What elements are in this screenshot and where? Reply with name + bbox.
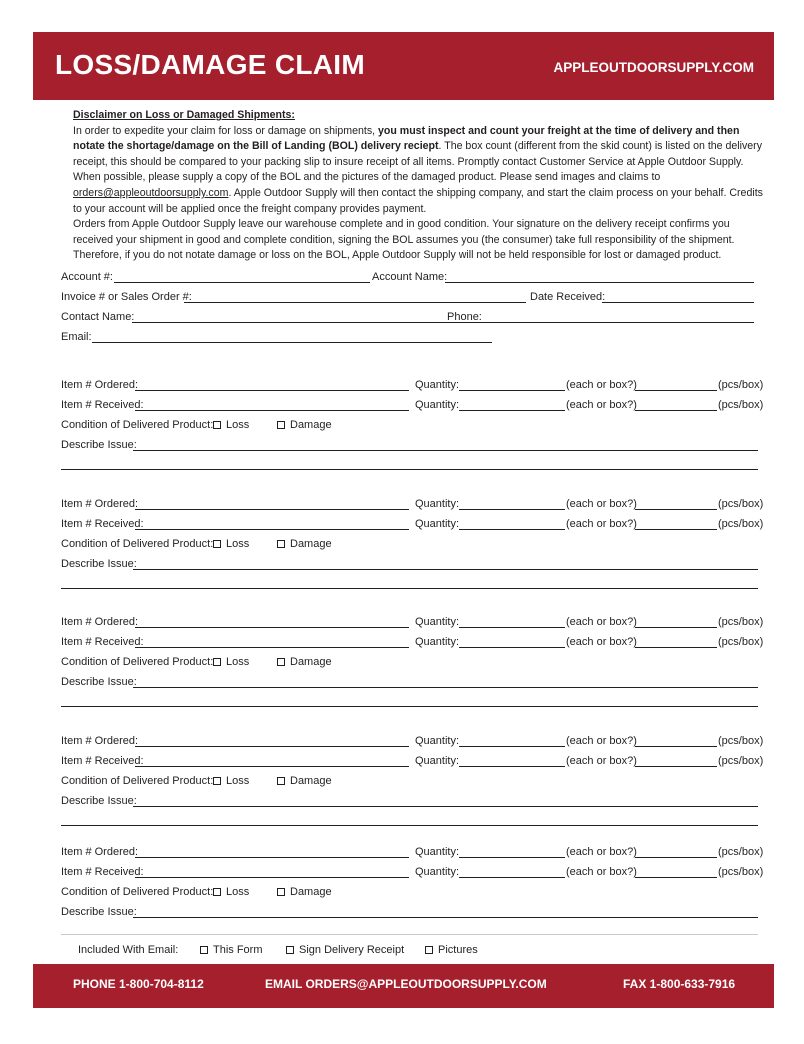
account-number-field[interactable] bbox=[114, 282, 370, 283]
describe-issue-field[interactable] bbox=[133, 687, 758, 688]
describe-issue-label: Describe Issue: bbox=[61, 906, 137, 918]
describe-issue-label: Describe Issue: bbox=[61, 795, 137, 807]
condition-label: Condition of Delivered Product: bbox=[61, 775, 214, 787]
account-name-label: Account Name: bbox=[372, 271, 448, 283]
item-ordered-label: Item # Ordered: bbox=[61, 616, 139, 628]
included-row bbox=[78, 942, 678, 958]
damage-option[interactable] bbox=[277, 773, 332, 789]
quantity-field[interactable] bbox=[459, 390, 565, 391]
item-received-field[interactable] bbox=[135, 529, 409, 530]
item-received-label: Item # Received: bbox=[61, 399, 144, 411]
item-ordered-label: Item # Ordered: bbox=[61, 379, 139, 391]
condition-row bbox=[61, 884, 461, 900]
loss-label: Loss bbox=[226, 419, 250, 431]
pcs-per-box-field[interactable] bbox=[635, 410, 717, 411]
item-row bbox=[61, 634, 764, 650]
pcs-per-box-field[interactable] bbox=[635, 857, 717, 858]
checkbox-icon[interactable] bbox=[277, 421, 285, 429]
each-or-box-label: (each or box?) bbox=[566, 735, 637, 747]
page-title: LOSS/DAMAGE CLAIM bbox=[55, 49, 365, 80]
item-received-label: Item # Received: bbox=[61, 755, 144, 767]
account-row bbox=[61, 269, 758, 285]
included-option-pictures[interactable] bbox=[425, 942, 478, 958]
invoice-field[interactable] bbox=[184, 302, 526, 303]
quantity-label: Quantity: bbox=[415, 379, 460, 391]
condition-label: Condition of Delivered Product: bbox=[61, 419, 214, 431]
describe-issue-field[interactable] bbox=[133, 450, 758, 451]
disclaimer-title: Disclaimer on Loss or Damaged Shipments: bbox=[73, 109, 295, 121]
loss-label: Loss bbox=[226, 775, 250, 787]
condition-row bbox=[61, 773, 461, 789]
pcs-box-label: (pcs/box) bbox=[718, 755, 764, 767]
divider bbox=[61, 934, 758, 935]
pcs-per-box-field[interactable] bbox=[635, 529, 717, 530]
email-label: Email: bbox=[61, 331, 92, 343]
each-or-box-label: (each or box?) bbox=[566, 636, 637, 648]
damage-label: Damage bbox=[290, 775, 332, 787]
header-bar bbox=[33, 32, 774, 100]
pcs-per-box-field[interactable] bbox=[635, 746, 717, 747]
quantity-field[interactable] bbox=[459, 647, 565, 648]
item-ordered-field[interactable] bbox=[135, 746, 409, 747]
checkbox-icon[interactable] bbox=[213, 421, 221, 429]
each-or-box-label: (each or box?) bbox=[566, 866, 637, 878]
pcs-box-label: (pcs/box) bbox=[718, 616, 764, 628]
quantity-field[interactable] bbox=[459, 746, 565, 747]
quantity-field[interactable] bbox=[459, 627, 565, 628]
item-ordered-label: Item # Ordered: bbox=[61, 735, 139, 747]
phone-field[interactable] bbox=[484, 322, 754, 323]
phone-label: Phone: bbox=[447, 311, 482, 323]
describe-issue-label: Describe Issue: bbox=[61, 558, 137, 570]
disclaimer bbox=[73, 108, 763, 264]
describe-issue-continuation-line[interactable] bbox=[61, 588, 758, 589]
describe-issue-continuation-line[interactable] bbox=[61, 825, 758, 826]
loss-label: Loss bbox=[226, 656, 250, 668]
checkbox-icon[interactable] bbox=[213, 777, 221, 785]
condition-row bbox=[61, 536, 461, 552]
item-ordered-field[interactable] bbox=[135, 390, 409, 391]
quantity-label: Quantity: bbox=[415, 616, 460, 628]
condition-label: Condition of Delivered Product: bbox=[61, 656, 214, 668]
damage-label: Damage bbox=[290, 886, 332, 898]
contact-name-label: Contact Name: bbox=[61, 311, 135, 323]
describe-issue-label: Describe Issue: bbox=[61, 439, 137, 451]
date-received-field[interactable] bbox=[602, 302, 754, 303]
item-received-label: Item # Received: bbox=[61, 866, 144, 878]
describe-issue-label: Describe Issue: bbox=[61, 676, 137, 688]
condition-row bbox=[61, 654, 461, 670]
included-option-label: This Form bbox=[213, 944, 263, 956]
item-received-field[interactable] bbox=[135, 766, 409, 767]
describe-row bbox=[61, 556, 758, 572]
damage-label: Damage bbox=[290, 538, 332, 550]
loss-option[interactable] bbox=[213, 417, 249, 433]
item-ordered-label: Item # Ordered: bbox=[61, 846, 139, 858]
describe-issue-field[interactable] bbox=[133, 569, 758, 570]
quantity-field[interactable] bbox=[459, 410, 565, 411]
email-field[interactable] bbox=[92, 342, 492, 343]
quantity-label: Quantity: bbox=[415, 498, 460, 510]
loss-label: Loss bbox=[226, 886, 250, 898]
pcs-per-box-field[interactable] bbox=[635, 877, 717, 878]
item-row bbox=[61, 844, 764, 860]
included-option-label: Pictures bbox=[438, 944, 478, 956]
loss-label: Loss bbox=[226, 538, 250, 550]
pcs-per-box-field[interactable] bbox=[635, 766, 717, 767]
describe-issue-field[interactable] bbox=[133, 917, 758, 918]
quantity-field[interactable] bbox=[459, 766, 565, 767]
item-ordered-field[interactable] bbox=[135, 857, 409, 858]
loss-option[interactable] bbox=[213, 773, 249, 789]
each-or-box-label: (each or box?) bbox=[566, 498, 637, 510]
account-name-field[interactable] bbox=[445, 282, 754, 283]
checkbox-icon[interactable] bbox=[213, 888, 221, 896]
email-row bbox=[61, 329, 758, 345]
item-row bbox=[61, 377, 764, 393]
damage-label: Damage bbox=[290, 656, 332, 668]
item-row bbox=[61, 733, 764, 749]
quantity-label: Quantity: bbox=[415, 866, 460, 878]
pcs-box-label: (pcs/box) bbox=[718, 636, 764, 648]
item-received-field[interactable] bbox=[135, 877, 409, 878]
pcs-per-box-field[interactable] bbox=[635, 390, 717, 391]
included-option-sign-delivery-receipt[interactable] bbox=[286, 942, 404, 958]
disclaimer-text: . The box count (different from the skid count) is listed on the delivery receipt, this should be compared to your packing slip to insure receipt of all items. Promptly contact Customer Service at Apple Outdoor Supply. When possible, please supply a copy of the BOL and the pictures of the damaged product. Please send images and claims to bbox=[73, 140, 763, 184]
item-received-field[interactable] bbox=[135, 647, 409, 648]
each-or-box-label: (each or box?) bbox=[566, 755, 637, 767]
checkbox-icon[interactable] bbox=[277, 888, 285, 896]
item-row bbox=[61, 397, 764, 413]
item-ordered-field[interactable] bbox=[135, 509, 409, 510]
item-row bbox=[61, 753, 764, 769]
quantity-field[interactable] bbox=[459, 877, 565, 878]
disclaimer-text: In order to expedite your claim for loss or damage on shipments, bbox=[73, 124, 379, 137]
pcs-per-box-field[interactable] bbox=[635, 509, 717, 510]
included-option-label: Sign Delivery Receipt bbox=[299, 944, 405, 956]
condition-label: Condition of Delivered Product: bbox=[61, 886, 214, 898]
quantity-field[interactable] bbox=[459, 509, 565, 510]
checkbox-icon[interactable] bbox=[277, 658, 285, 666]
contact-row bbox=[61, 309, 758, 325]
quantity-label: Quantity: bbox=[415, 636, 460, 648]
footer-email[interactable]: EMAIL ORDERS@APPLEOUTDOORSUPPLY.COM bbox=[265, 977, 547, 991]
describe-row bbox=[61, 904, 758, 920]
pcs-per-box-field[interactable] bbox=[635, 647, 717, 648]
describe-row bbox=[61, 793, 758, 809]
damage-option[interactable] bbox=[277, 884, 332, 900]
describe-row bbox=[61, 674, 758, 690]
pcs-per-box-field[interactable] bbox=[635, 627, 717, 628]
each-or-box-label: (each or box?) bbox=[566, 616, 637, 628]
describe-row bbox=[61, 437, 758, 453]
checkbox-icon[interactable] bbox=[277, 777, 285, 785]
footer-fax: FAX 1-800-633-7916 bbox=[623, 977, 736, 991]
loss-option[interactable] bbox=[213, 884, 249, 900]
damage-option[interactable] bbox=[277, 417, 332, 433]
checkbox-icon[interactable] bbox=[213, 658, 221, 666]
pcs-box-label: (pcs/box) bbox=[718, 846, 764, 858]
checkbox-icon[interactable] bbox=[286, 946, 294, 954]
pcs-box-label: (pcs/box) bbox=[718, 379, 764, 391]
invoice-label: Invoice # or Sales Order #: bbox=[61, 291, 192, 303]
item-row bbox=[61, 614, 764, 630]
item-ordered-field[interactable] bbox=[135, 627, 409, 628]
each-or-box-label: (each or box?) bbox=[566, 518, 637, 530]
item-received-field[interactable] bbox=[135, 410, 409, 411]
quantity-field[interactable] bbox=[459, 857, 565, 858]
checkbox-icon[interactable] bbox=[277, 540, 285, 548]
item-received-label: Item # Received: bbox=[61, 636, 144, 648]
quantity-label: Quantity: bbox=[415, 846, 460, 858]
account-number-label: Account #: bbox=[61, 271, 113, 283]
pcs-box-label: (pcs/box) bbox=[718, 399, 764, 411]
each-or-box-label: (each or box?) bbox=[566, 846, 637, 858]
item-received-label: Item # Received: bbox=[61, 518, 144, 530]
item-row bbox=[61, 864, 764, 880]
checkbox-icon[interactable] bbox=[200, 946, 208, 954]
condition-row bbox=[61, 417, 461, 433]
header-website[interactable]: APPLEOUTDOORSUPPLY.COM bbox=[553, 60, 754, 75]
item-ordered-label: Item # Ordered: bbox=[61, 498, 139, 510]
pcs-box-label: (pcs/box) bbox=[718, 866, 764, 878]
condition-label: Condition of Delivered Product: bbox=[61, 538, 214, 550]
checkbox-icon[interactable] bbox=[213, 540, 221, 548]
each-or-box-label: (each or box?) bbox=[566, 379, 637, 391]
describe-issue-field[interactable] bbox=[133, 806, 758, 807]
date-received-label: Date Received: bbox=[530, 291, 606, 303]
damage-option[interactable] bbox=[277, 654, 332, 670]
damage-label: Damage bbox=[290, 419, 332, 431]
invoice-row bbox=[61, 289, 758, 305]
disclaimer-paragraph-2: Orders from Apple Outdoor Supply leave our warehouse complete and in good condition. Your signature on the delivery receipt confirms you received your shipment in good and complete condition, signing the BOL assumes you (the consumer) take full responsibility of the shipment. Therefore, if you do not notate damage or loss on the BOL, Apple Outdoor Supply will not be held responsible for lost or damaged product. bbox=[73, 218, 735, 262]
footer-bar bbox=[33, 964, 774, 1008]
disclaimer-email-link[interactable]: orders@appleoutdoorsupply.com bbox=[73, 186, 229, 199]
contact-name-field[interactable] bbox=[132, 322, 501, 323]
item-row bbox=[61, 496, 764, 512]
pcs-box-label: (pcs/box) bbox=[718, 735, 764, 747]
damage-option[interactable] bbox=[277, 536, 332, 552]
describe-issue-continuation-line[interactable] bbox=[61, 706, 758, 707]
pcs-box-label: (pcs/box) bbox=[718, 518, 764, 530]
checkbox-icon[interactable] bbox=[425, 946, 433, 954]
disclaimer-text: . Apple Outdoor Supply will then contact the shipping company, and start the claim process on your behalf. Credits to your account will be applied once the freight company provides payment. bbox=[73, 186, 763, 215]
loss-option[interactable] bbox=[213, 654, 249, 670]
footer-phone: PHONE 1-800-704-8112 bbox=[73, 977, 204, 991]
pcs-box-label: (pcs/box) bbox=[718, 498, 764, 510]
quantity-label: Quantity: bbox=[415, 755, 460, 767]
disclaimer-emphasis: you must inspect and count your freight at the time of delivery and then notate the shortage/damage on the Bill of Landing (BOL) delivery reciept bbox=[73, 124, 740, 153]
included-option-this-form[interactable] bbox=[200, 942, 263, 958]
each-or-box-label: (each or box?) bbox=[566, 399, 637, 411]
quantity-label: Quantity: bbox=[415, 399, 460, 411]
loss-option[interactable] bbox=[213, 536, 249, 552]
quantity-field[interactable] bbox=[459, 529, 565, 530]
included-label: Included With Email: bbox=[78, 944, 179, 956]
quantity-label: Quantity: bbox=[415, 518, 460, 530]
describe-issue-continuation-line[interactable] bbox=[61, 469, 758, 470]
item-row bbox=[61, 516, 764, 532]
quantity-label: Quantity: bbox=[415, 735, 460, 747]
